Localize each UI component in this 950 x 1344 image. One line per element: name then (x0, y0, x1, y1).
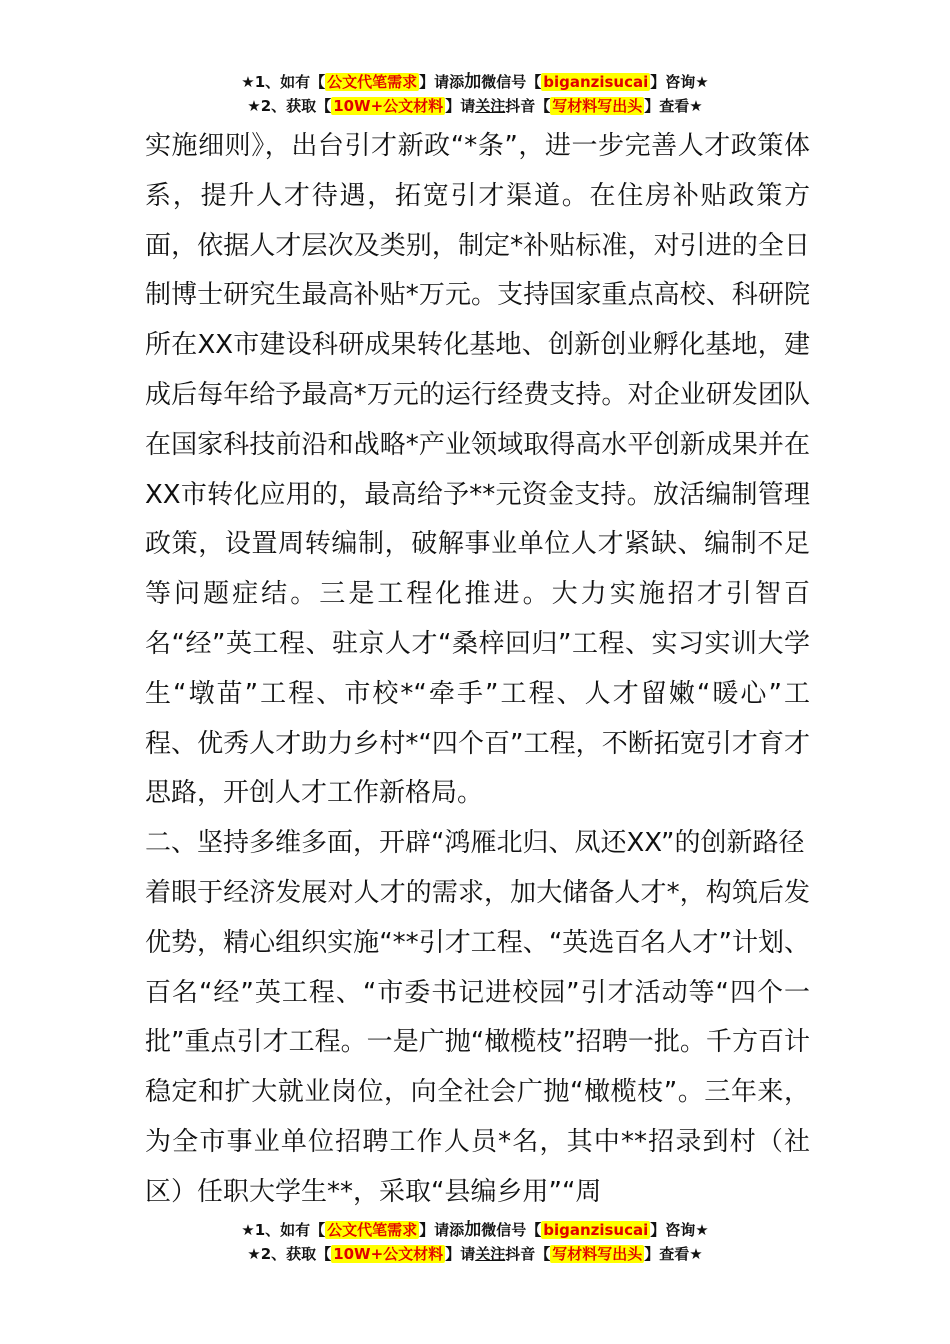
banner-text: 】咨询★ (650, 73, 709, 91)
highlight-materials: 10W+公文材料 (333, 1245, 444, 1263)
banner-text: 2、获取【 (260, 97, 332, 115)
highlight-ghostwriting: 公文代笔需求 (327, 73, 418, 91)
banner-text: 抖音【 (505, 97, 551, 115)
header-banner-line-2 (0, 94, 950, 118)
banner-text: 】咨询★ (650, 1221, 709, 1239)
document-body (145, 122, 810, 1218)
section-heading: 二、坚持多维多面，开辟“鸿雁北归、凤还XX”的创新路径 (145, 828, 805, 859)
banner-text: 】请 (445, 97, 476, 115)
paragraph: 着眼于经济发展对人才的需求，加大储备人才*，构筑后发优势，精心组织实施“**引才工程、“英选百名人才”计划、百名“经”英工程、“市委书记进校园”引才活动等“四个一批”重点引才工程。一是广抛“橄榄枝”招聘一批。千方百计稳定和扩大就业岗位，向全社会广抛“橄榄枝”。三年来，为全市事业单位招聘工作人员*名，其中**招录到村（社区）任职大学生**，采取“县编乡用”“周 (145, 877, 810, 1207)
banner-text: 】请 (445, 1245, 476, 1263)
header-banner-line-1 (0, 70, 950, 94)
paragraph: 实施细则》，出台引才新政“*条”，进一步完善人才政策体系，提升人才待遇，拓宽引才渠道。在住房补贴政策方面，依据人才层次及类别，制定*补贴标准，对引进的全日制博士研究生最高补贴*万元。支持国家重点高校、科研院所在XX市建设科研成果转化基地、创新创业孵化基地，建成后每年给予最高*万元的运行经费支持。对企业研发团队在国家科技前沿和战略*产业领域取得高水平创新成果并在XX市转化应用的，最高给予**元资金支持。放活编制管理政策，设置周转编制，破解事业单位人才紧缺、编制不足等问题症结。三是工程化推进。大力实施招才引智百名“经”英工程、驻京人才“桑梓回归”工程、实习实训大学生“墩苗”工程、市校*“牵手”工程、人才留嫩“暖心”工程、优秀人才助力乡村*“四个百”工程，不断拓宽引才育才思路，开创人才工作新格局。 (145, 131, 810, 809)
banner-text: 微信号【 (481, 73, 542, 91)
banner-text: 】查看★ (644, 1245, 703, 1263)
banner-text: 加 (464, 72, 482, 92)
banner-text: 1、如有【 (254, 1221, 326, 1239)
footer-banner-line-1 (0, 1218, 950, 1242)
banner-text: 】请添 (419, 1221, 465, 1239)
header-banner (0, 70, 950, 118)
highlight-wechat-id: biganzisucai (543, 73, 649, 91)
star-icon: ★ (247, 1245, 261, 1263)
star-icon: ★ (241, 1221, 255, 1239)
footer-banner-line-2 (0, 1242, 950, 1266)
highlight-douyin-account: 写材料写出头 (552, 1245, 643, 1263)
footer-banner (0, 1218, 950, 1266)
banner-text: 2、获取【 (260, 1245, 332, 1263)
banner-text: 微信号【 (481, 1221, 542, 1239)
highlight-materials: 10W+公文材料 (333, 97, 444, 115)
banner-text: 加 (464, 1220, 482, 1240)
star-icon: ★ (241, 73, 255, 91)
banner-text: 】查看★ (644, 97, 703, 115)
banner-text: 1、如有【 (254, 73, 326, 91)
banner-text: 抖音【 (505, 1245, 551, 1263)
star-icon: ★ (247, 97, 261, 115)
highlight-douyin-account: 写材料写出头 (552, 97, 643, 115)
highlight-wechat-id: biganzisucai (543, 1221, 649, 1239)
banner-text: 关注 (475, 1245, 506, 1263)
banner-text: 】请添 (419, 73, 465, 91)
highlight-ghostwriting: 公文代笔需求 (327, 1221, 418, 1239)
banner-text: 关注 (475, 97, 506, 115)
